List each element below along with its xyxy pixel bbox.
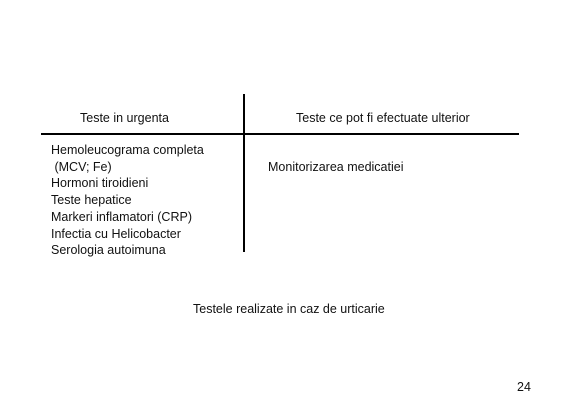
urgent-test-item: (MCV; Fe) [51, 159, 112, 174]
column-divider [243, 94, 245, 252]
urgent-test-item: Teste hepatice [51, 193, 132, 208]
later-test-item: Monitorizarea medicatiei [268, 160, 404, 174]
urgent-test-item: Hemoleucograma completa [51, 143, 204, 157]
urgent-tests-header: Teste in urgenta [80, 111, 169, 125]
urgent-test-item: Infectia cu Helicobacter [51, 226, 181, 241]
urgent-test-item: Hormoni tiroidieni [51, 176, 149, 191]
page-number: 24 [517, 380, 531, 394]
header-divider [41, 133, 519, 135]
urgent-test-item: Markeri inflamatori (CRP) [51, 209, 192, 224]
table-caption: Testele realizate in caz de urticarie [193, 302, 385, 316]
urgent-test-item: Serologia autoimuna [51, 243, 166, 258]
later-tests-header: Teste ce pot fi efectuate ulterior [296, 111, 470, 125]
urgent-tests-list [51, 142, 204, 259]
